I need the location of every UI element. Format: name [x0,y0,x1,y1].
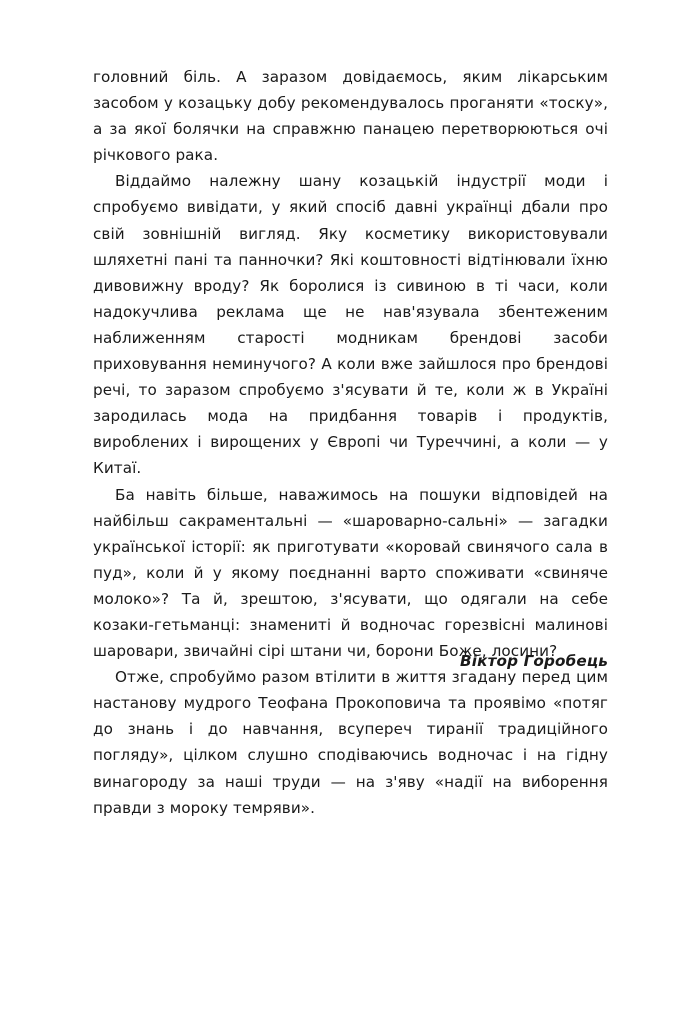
paragraph-4: Отже, спробуймо разом втілити в життя згадану перед цим настанову мудрого Теофана Прокоповича та проявімо «потяг до знань і до навчання, всупереч тиранії традиційного погляду», цілком слушно сподіваючись водночас і на гідну винагороду за наші труди — на з'яву «надії на виборення правди з мороку темряви». [93,668,608,817]
paragraph-3: Ба навіть більше, наважимось на пошуки відповідей на найбільш сакраментальні — «шароварно-сальні» — загадки української історії: як приготувати «коровай свинячого сала в пуд», коли й у якому поєднанні варто споживати «свиняче молоко»? Та й, зрештою, з'ясувати, що одягали на себе козаки-гетьманці: знамениті й водночас горезвісні малинові шаровари, звичайні сірі штани чи, борони Боже, лосини? [93,485,608,661]
body-text-block [93,64,608,821]
author-signature [93,650,608,672]
paragraph-1: головний біль. А заразом довідаємось, яким лікарським засобом у козацьку добу рекомендувалось проганяти «тоску», а за якої болячки на справжню панацею перетворюються очі річкового рака. [93,68,608,165]
author-signature-text: Віктор Горобець [460,652,608,670]
paragraph-2: Віддаймо належну шану козацькій індустрії моди і спробуємо вивідати, у який спосіб давні українці дбали про свій зовнішній вигляд. Яку косметику використовували шляхетні пані та панночки? Які коштовності відтінювали їхню дивовижну вроду? Як боролися із сивиною в ті часи, коли надокучлива реклама ще не нав'язувала збентеженим наближенням старості модникам брендові засоби приховування неминучого? А коли вже зайшлося про брендові речі, то заразом спробуємо з'ясувати й те, коли ж в Україні зародилась мода на придбання товарів і продуктів, вироблених і вирощених у Європі чи Туреччині, а коли — у Китаї. [93,172,608,478]
